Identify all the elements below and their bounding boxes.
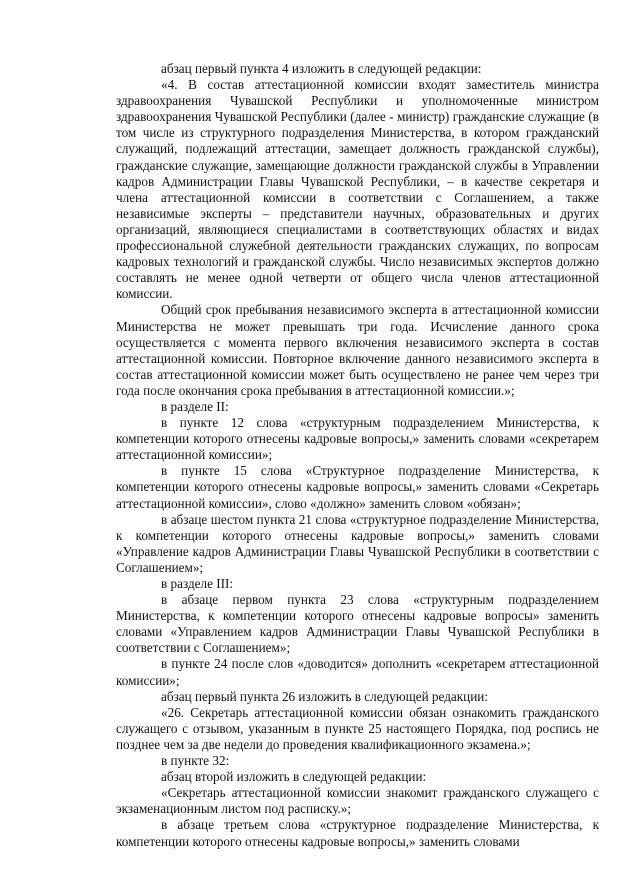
paragraph-9: в абзаце первом пункта 23 слова «структурным подразделением Министерства, к компетенции которого отнесены кадровые вопросы» заменить словами «Управлением кадров Администрации Главы Чувашской Республики в соответствии с Соглашением»; [116, 592, 599, 656]
paragraph-5: в пункте 12 слова «структурным подразделением Министерства, к компетенции которого отнесены кадровые вопросы,» заменить словами «секретарем аттестационной комиссии»; [116, 415, 599, 463]
paragraph-10: в пункте 24 после слов «доводится» дополнить «секретарем аттестационной комиссии»; [116, 656, 599, 688]
paragraph-3: Общий срок пребывания независимого эксперта в аттестационной комиссии Министерства не может превышать три года. Исчисление данного срока осуществляется с момента первого включения независимого эксперта в состав аттестационной комиссии. Повторное включение данного независимого эксперта в состав аттестационной комиссии может быть осуществлено не ранее чем через три года после окончания срока пребывания в аттестационной комиссии.»; [116, 302, 599, 398]
paragraph-12: «26. Секретарь аттестационной комиссии обязан ознакомить гражданского служащего с отзывом, указанным в пункте 25 настоящего Порядка, под роспись не позднее чем за две недели до проведения квалификационного экзамена.»; [116, 704, 599, 752]
document-page [116, 61, 599, 850]
paragraph-13: в пункте 32: [161, 753, 230, 769]
paragraph-14: абзац второй изложить в следующей редакции: [161, 769, 427, 785]
paragraph-7: в абзаце шестом пункта 21 слова «структурное подразделение Министерства, к компетенции которого отнесены кадровые вопросы,» заменить словами «Управление кадров Администрации Главы Чувашской Республики в соответствии с Соглашением»; [116, 511, 599, 575]
paragraph-11: абзац первый пункта 26 изложить в следующей редакции: [161, 688, 489, 704]
paragraph-4: в разделе II: [161, 398, 229, 414]
paragraph-2: «4. В состав аттестационной комиссии входят заместитель министра здравоохранения Чувашской Республики и уполномоченные министром здравоохранения Чувашской Республики (далее - министр) гражданские служащие (в том числе из структурного подразделения Министерства, в котором гражданский служащий, подлежащий аттестации, замещает должность гражданской службы), гражданские служащие, замещающие должности гражданской службы в Управлении кадров Администрации Главы Чувашской Республики, – в качестве секретаря и члена аттестационной комиссии в соответствии с Соглашением, а также независимые эксперты – представители научных, образовательных и других организаций, являющиеся специалистами в соответствующих областях и видах профессиональной служебной деятельности гражданских служащих, по вопросам кадровых технологий и гражданской службы. Число независимых экспертов должно составлять не менее одной четверти от общего числа членов аттестационной комиссии. [116, 77, 599, 302]
paragraph-16: в абзаце третьем слова «структурное подразделение Министерства, к компетенции которого отнесены кадровые вопросы,» заменить словами [116, 817, 599, 849]
paragraph-15: «Секретарь аттестационной комиссии знакомит гражданского служащего с экзаменационным листом под расписку.»; [116, 785, 599, 817]
paragraph-1: абзац первый пункта 4 изложить в следующей редакции: [161, 61, 482, 76]
paragraph-6: в пункте 15 слова «Структурное подразделение Министерства, к компетенции которого отнесены кадровые вопросы,» заменить словами «Секретарь аттестационной комиссии», слово «должно» заменить словом «обязан»; [116, 463, 599, 511]
paragraph-8: в разделе III: [161, 576, 234, 591]
